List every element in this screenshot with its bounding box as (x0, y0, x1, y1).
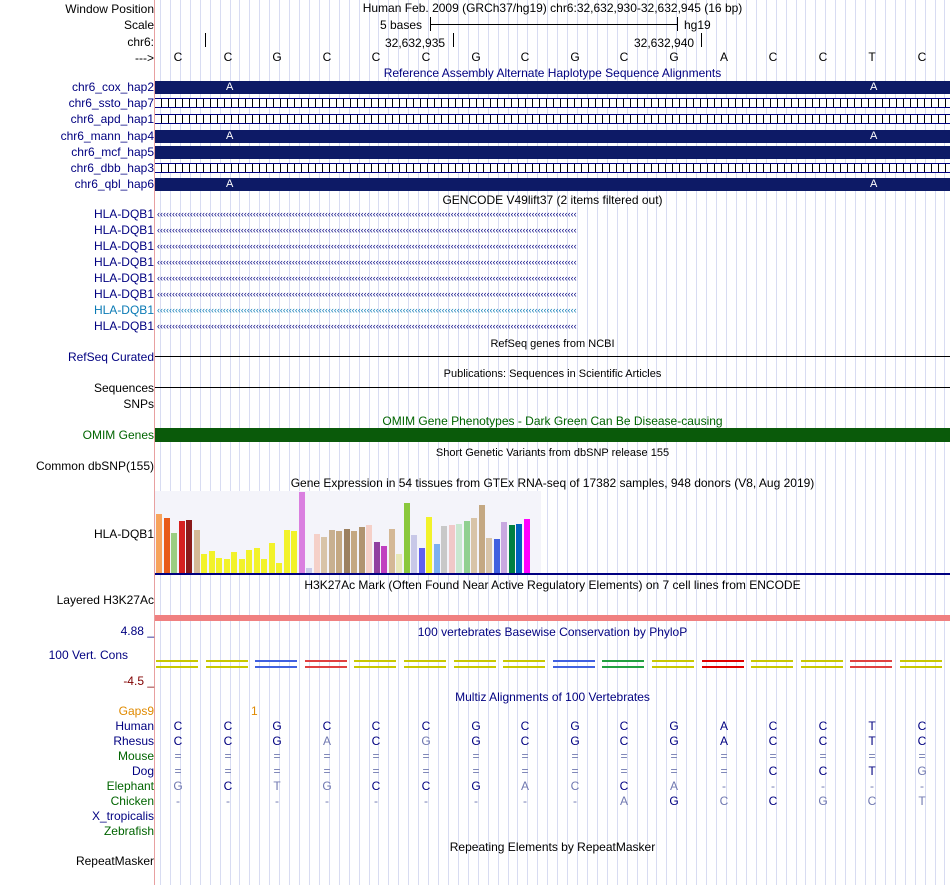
gtex-bar[interactable] (479, 505, 485, 573)
species-label[interactable]: Human (115, 719, 154, 733)
aligned-base: G (471, 779, 481, 793)
dna-base: C (818, 50, 828, 64)
gtex-bar[interactable] (426, 517, 432, 573)
conservation-logo-mark[interactable] (801, 660, 843, 668)
aligned-base: = (571, 749, 579, 763)
species-label[interactable]: X_tropicalis (91, 809, 154, 823)
hap-alignment-bar[interactable] (155, 130, 950, 143)
aligned-base: = (372, 764, 380, 778)
aligned-base: - (722, 779, 726, 793)
aligned-base: C (223, 719, 233, 733)
ruler-tick (453, 33, 454, 47)
gtex-bar[interactable] (486, 538, 492, 573)
aligned-base: = (720, 749, 728, 763)
repeatmasker-label[interactable]: RepeatMasker (75, 854, 154, 868)
aligned-base: C (818, 719, 828, 733)
gtex-bar[interactable] (411, 535, 417, 573)
gtex-bar[interactable] (404, 503, 410, 573)
gtex-bar[interactable] (464, 521, 470, 573)
pubs-feature-line[interactable] (155, 387, 950, 388)
scale-text: 5 bases (380, 18, 423, 32)
aligned-base: A (619, 794, 628, 808)
species-label[interactable]: Dog (131, 764, 154, 778)
aligned-base: G (818, 794, 828, 808)
aligned-base: C (371, 719, 381, 733)
aligned-base: = (224, 764, 232, 778)
aligned-base: A (669, 779, 678, 793)
gene-label[interactable]: HLA-DQB1 (93, 239, 154, 253)
hap-alignment-bar[interactable] (155, 146, 950, 159)
dna-base: C (619, 50, 629, 64)
aligned-base: C (867, 794, 877, 808)
gene-feature[interactable]: ‹‹‹‹‹‹‹‹‹‹‹‹‹‹‹‹‹‹‹‹‹‹‹‹‹‹‹‹‹‹‹‹‹‹‹‹‹‹‹‹‹‹‹‹‹‹‹‹‹‹‹‹‹‹‹‹‹‹‹‹‹‹‹‹‹‹‹‹‹‹‹‹‹‹‹‹‹‹‹‹‹‹‹‹‹‹‹‹‹‹‹‹‹‹‹‹‹‹‹‹‹‹‹‹‹‹‹‹‹‹‹‹‹‹‹‹‹‹‹‹‹‹‹‹‹‹‹‹‹‹‹‹‹‹‹‹‹‹‹‹ (157, 322, 577, 330)
aligned-base: G (322, 779, 332, 793)
gtex-bar[interactable] (269, 543, 275, 573)
hap-mismatch-base: A (226, 129, 234, 142)
conservation-logo-mark[interactable] (553, 660, 595, 668)
gtex-bar[interactable] (516, 524, 522, 573)
ruler-position-1: 32,632,935 (385, 36, 446, 50)
aligned-base: G (471, 734, 481, 748)
assembly-position-text: Human Feb. 2009 (GRCh37/hg19) chr6:32,632,930-32,632,945 (16 bp) (362, 1, 743, 15)
aligned-base: C (619, 734, 629, 748)
gene-label[interactable]: HLA-DQB1 (93, 271, 154, 285)
aligned-base: A (520, 779, 529, 793)
gene-label[interactable]: HLA-DQB1 (93, 287, 154, 301)
gtex-bar[interactable] (171, 533, 177, 573)
aligned-base: G (669, 719, 679, 733)
species-label[interactable]: Rhesus (113, 734, 154, 748)
aligned-base: A (719, 734, 728, 748)
aligned-base: = (174, 764, 182, 778)
gene-label[interactable]: HLA-DQB1 (93, 303, 154, 317)
gtex-bar[interactable] (351, 531, 357, 573)
scale-tick-left (430, 17, 431, 31)
aligned-base: = (224, 749, 232, 763)
gtex-bar[interactable] (449, 525, 455, 573)
hap-label[interactable]: chr6_cox_hap2 (71, 80, 154, 94)
chrom-label[interactable]: chr6: (127, 35, 154, 49)
pubs-track-title[interactable]: Publications: Sequences in Scientific Articles (443, 368, 662, 380)
aligned-base: A (719, 719, 728, 733)
gtex-bar[interactable] (396, 554, 402, 573)
dna-base: C (520, 50, 530, 64)
gtex-bar[interactable] (209, 551, 215, 573)
aligned-base: = (620, 764, 628, 778)
dna-base: G (471, 50, 481, 64)
conservation-logo-mark[interactable] (602, 660, 644, 668)
gtex-bar[interactable] (246, 550, 252, 573)
ruler-tick (701, 33, 702, 47)
hap-label[interactable]: chr6_dbb_hap3 (70, 161, 154, 175)
aligned-base: - (474, 794, 478, 808)
hap-label[interactable]: chr6_qbl_hap6 (74, 177, 154, 192)
gtex-bar[interactable] (314, 534, 320, 573)
refseq-label[interactable]: RefSeq Curated (67, 350, 154, 364)
aligned-base: T (868, 719, 876, 733)
aligned-base: - (226, 794, 230, 808)
aligned-base: C (520, 734, 530, 748)
hap-alignment-line[interactable] (155, 114, 950, 124)
gtex-bar[interactable] (524, 519, 530, 573)
hap-mismatch-base: A (870, 81, 878, 93)
omim-label[interactable]: OMIM Genes (82, 428, 154, 442)
aligned-base: C (371, 734, 381, 748)
hap-label[interactable]: chr6_ssto_hap7 (68, 96, 154, 111)
gtex-track-title[interactable]: Gene Expression in 54 tissues from GTEx RNA-seq of 17382 samples, 948 donors (V8, Aug 2019) (290, 476, 815, 490)
gene-feature[interactable]: ‹‹‹‹‹‹‹‹‹‹‹‹‹‹‹‹‹‹‹‹‹‹‹‹‹‹‹‹‹‹‹‹‹‹‹‹‹‹‹‹‹‹‹‹‹‹‹‹‹‹‹‹‹‹‹‹‹‹‹‹‹‹‹‹‹‹‹‹‹‹‹‹‹‹‹‹‹‹‹‹‹‹‹‹‹‹‹‹‹‹‹‹‹‹‹‹‹‹‹‹‹‹‹‹‹‹‹‹‹‹‹‹‹‹‹‹‹‹‹‹‹‹‹‹‹‹‹‹‹‹‹‹‹‹‹‹‹‹‹‹ (157, 290, 577, 298)
conservation-logo-mark[interactable] (503, 660, 545, 668)
gtex-bar[interactable] (381, 546, 387, 573)
aligned-base: G (669, 734, 679, 748)
scale-bar (430, 24, 677, 25)
aligned-base: C (818, 764, 828, 778)
dna-base: C (223, 50, 233, 64)
gtex-gene-label[interactable]: HLA-DQB1 (93, 527, 154, 541)
aligned-base: C (768, 764, 778, 778)
aligned-base: A (322, 734, 331, 748)
aligned-base: = (323, 749, 331, 763)
aligned-base: = (174, 749, 182, 763)
gtex-bar[interactable] (359, 527, 365, 573)
conservation-logo-mark[interactable] (850, 660, 892, 668)
gene-label[interactable]: HLA-DQB1 (93, 223, 154, 237)
omim-feature-bar[interactable] (155, 428, 950, 442)
refseq-feature-line[interactable] (155, 356, 950, 357)
aligned-base: = (918, 749, 926, 763)
hap-alignment-bar[interactable] (155, 178, 950, 191)
dna-base: C (371, 50, 381, 64)
gtex-bar[interactable] (434, 544, 440, 573)
aligned-base: G (421, 734, 431, 748)
gtex-bar[interactable] (156, 514, 162, 573)
dna-base: G (669, 50, 679, 64)
dna-base: A (719, 50, 728, 64)
aligned-base: = (868, 749, 876, 763)
conservation-logo-mark[interactable] (702, 660, 744, 668)
aligned-base: C (719, 794, 729, 808)
species-label[interactable]: Chicken (110, 794, 154, 808)
conservation-track-title[interactable]: 100 vertebrates Basewise Conservation by PhyloP (417, 625, 688, 639)
scale-tick-right (677, 17, 678, 31)
gtex-bar[interactable] (344, 529, 350, 573)
species-label[interactable]: Mouse (117, 749, 154, 763)
aligned-base: T (868, 764, 876, 778)
h3k27ac-track-title[interactable]: H3K27Ac Mark (Often Found Near Active Regulatory Elements) on 7 cell lines from ENCODE (304, 578, 801, 592)
h3k27ac-signal-bar[interactable] (155, 615, 950, 621)
gene-feature[interactable]: ‹‹‹‹‹‹‹‹‹‹‹‹‹‹‹‹‹‹‹‹‹‹‹‹‹‹‹‹‹‹‹‹‹‹‹‹‹‹‹‹‹‹‹‹‹‹‹‹‹‹‹‹‹‹‹‹‹‹‹‹‹‹‹‹‹‹‹‹‹‹‹‹‹‹‹‹‹‹‹‹‹‹‹‹‹‹‹‹‹‹‹‹‹‹‹‹‹‹‹‹‹‹‹‹‹‹‹‹‹‹‹‹‹‹‹‹‹‹‹‹‹‹‹‹‹‹‹‹‹‹‹‹‹‹‹‹‹‹‹‹ (157, 274, 577, 282)
hap-label[interactable]: chr6_apd_hap1 (70, 112, 154, 127)
gtex-bar[interactable] (494, 539, 500, 573)
window-position-label[interactable]: Window Position (65, 2, 154, 16)
gtex-bar[interactable] (329, 530, 335, 573)
aligned-base: = (670, 749, 678, 763)
aligned-base: C (173, 734, 183, 748)
aligned-base: - (325, 794, 329, 808)
aligned-base: - (920, 779, 924, 793)
conservation-logo-mark[interactable] (206, 660, 248, 668)
sequences-label[interactable]: Sequences (93, 381, 154, 395)
aligned-base: T (273, 779, 281, 793)
aligned-base: C (223, 734, 233, 748)
aligned-base: C (520, 719, 530, 733)
hap-label[interactable]: chr6_mcf_hap5 (71, 144, 154, 159)
aligned-base: C (768, 734, 778, 748)
aligned-base: C (818, 734, 828, 748)
gtex-bar[interactable] (239, 559, 245, 573)
hap-mismatch-base: A (870, 178, 878, 191)
aligned-base: T (868, 734, 876, 748)
gtex-bar[interactable] (284, 530, 290, 573)
gaps-label[interactable]: Gaps9 (118, 704, 154, 718)
conservation-min-label: -4.5 _ (123, 674, 154, 688)
aligned-base: - (573, 794, 577, 808)
ruler-tick (205, 33, 206, 47)
gene-feature[interactable]: ‹‹‹‹‹‹‹‹‹‹‹‹‹‹‹‹‹‹‹‹‹‹‹‹‹‹‹‹‹‹‹‹‹‹‹‹‹‹‹‹‹‹‹‹‹‹‹‹‹‹‹‹‹‹‹‹‹‹‹‹‹‹‹‹‹‹‹‹‹‹‹‹‹‹‹‹‹‹‹‹‹‹‹‹‹‹‹‹‹‹‹‹‹‹‹‹‹‹‹‹‹‹‹‹‹‹‹‹‹‹‹‹‹‹‹‹‹‹‹‹‹‹‹‹‹‹‹‹‹‹‹‹‹‹‹‹‹‹‹‹ (157, 258, 577, 266)
gtex-bar[interactable] (501, 522, 507, 573)
aligned-base: - (523, 794, 527, 808)
aligned-base: = (571, 764, 579, 778)
aligned-base: - (821, 779, 825, 793)
species-label[interactable]: Zebrafish (103, 824, 154, 838)
aligned-base: = (422, 764, 430, 778)
aligned-base: = (521, 749, 529, 763)
aligned-base: C (421, 719, 431, 733)
conservation-label[interactable]: 100 Vert. Cons (48, 648, 128, 662)
multiz-track-title[interactable]: Multiz Alignments of 100 Vertebrates (455, 690, 650, 704)
aligned-base: C (223, 779, 233, 793)
hap-track-title[interactable]: Reference Assembly Alternate Haplotype Sequence Alignments (383, 66, 722, 80)
aligned-base: = (819, 749, 827, 763)
aligned-base: = (323, 764, 331, 778)
h3k27ac-label[interactable]: Layered H3K27Ac (56, 593, 154, 607)
aligned-base: = (472, 749, 480, 763)
hap-label[interactable]: chr6_mann_hap4 (60, 128, 154, 143)
aligned-base: = (273, 764, 281, 778)
conservation-max-label: 4.88 _ (120, 624, 154, 638)
aligned-base: C (371, 779, 381, 793)
aligned-base: = (372, 749, 380, 763)
aligned-base: C (619, 779, 629, 793)
conservation-logo-mark[interactable] (652, 660, 694, 668)
conservation-logo-mark[interactable] (900, 660, 942, 668)
aligned-base: - (424, 794, 428, 808)
gtex-bar[interactable] (456, 524, 462, 573)
aligned-base: - (176, 794, 180, 808)
hap-alignment-line[interactable] (155, 163, 950, 173)
gene-feature[interactable]: ‹‹‹‹‹‹‹‹‹‹‹‹‹‹‹‹‹‹‹‹‹‹‹‹‹‹‹‹‹‹‹‹‹‹‹‹‹‹‹‹‹‹‹‹‹‹‹‹‹‹‹‹‹‹‹‹‹‹‹‹‹‹‹‹‹‹‹‹‹‹‹‹‹‹‹‹‹‹‹‹‹‹‹‹‹‹‹‹‹‹‹‹‹‹‹‹‹‹‹‹‹‹‹‹‹‹‹‹‹‹‹‹‹‹‹‹‹‹‹‹‹‹‹‹‹‹‹‹‹‹‹‹‹‹‹‹‹‹‹‹ (157, 210, 577, 218)
gtex-bar[interactable] (216, 558, 222, 573)
conservation-logo-mark[interactable] (156, 660, 198, 668)
gtex-bar[interactable] (179, 521, 185, 573)
dna-base: C (917, 50, 927, 64)
gene-label[interactable]: HLA-DQB1 (93, 255, 154, 269)
aligned-base: G (669, 794, 679, 808)
repeatmasker-track-title[interactable]: Repeating Elements by RepeatMasker (449, 840, 656, 854)
dbsnp-label[interactable]: Common dbSNP(155) (35, 459, 154, 473)
aligned-base: - (870, 779, 874, 793)
gtex-bar[interactable] (224, 559, 230, 573)
gtex-bar[interactable] (164, 518, 170, 573)
aligned-base: G (173, 779, 183, 793)
ruler-position-2: 32,632,940 (634, 36, 695, 50)
aligned-base: = (521, 764, 529, 778)
gtex-baseline (155, 573, 950, 575)
dbsnp-track-title[interactable]: Short Genetic Variants from dbSNP release 155 (435, 447, 670, 459)
dna-base: C (173, 50, 183, 64)
aligned-base: G (917, 764, 927, 778)
aligned-base: = (670, 764, 678, 778)
gene-feature[interactable]: ‹‹‹‹‹‹‹‹‹‹‹‹‹‹‹‹‹‹‹‹‹‹‹‹‹‹‹‹‹‹‹‹‹‹‹‹‹‹‹‹‹‹‹‹‹‹‹‹‹‹‹‹‹‹‹‹‹‹‹‹‹‹‹‹‹‹‹‹‹‹‹‹‹‹‹‹‹‹‹‹‹‹‹‹‹‹‹‹‹‹‹‹‹‹‹‹‹‹‹‹‹‹‹‹‹‹‹‹‹‹‹‹‹‹‹‹‹‹‹‹‹‹‹‹‹‹‹‹‹‹‹‹‹‹‹‹‹‹‹‹ (157, 306, 577, 314)
dna-base: T (868, 50, 876, 64)
db-text: hg19 (684, 18, 711, 32)
aligned-base: C (322, 719, 332, 733)
gtex-bar[interactable] (389, 529, 395, 573)
omim-track-title[interactable]: OMIM Gene Phenotypes - Dark Green Can Be Disease-causing (382, 414, 723, 428)
gtex-bar[interactable] (291, 531, 297, 573)
refseq-track-title[interactable]: RefSeq genes from NCBI (490, 338, 615, 350)
gtex-bar[interactable] (471, 518, 477, 573)
hap-mismatch-base: A (226, 178, 234, 191)
gene-feature[interactable]: ‹‹‹‹‹‹‹‹‹‹‹‹‹‹‹‹‹‹‹‹‹‹‹‹‹‹‹‹‹‹‹‹‹‹‹‹‹‹‹‹‹‹‹‹‹‹‹‹‹‹‹‹‹‹‹‹‹‹‹‹‹‹‹‹‹‹‹‹‹‹‹‹‹‹‹‹‹‹‹‹‹‹‹‹‹‹‹‹‹‹‹‹‹‹‹‹‹‹‹‹‹‹‹‹‹‹‹‹‹‹‹‹‹‹‹‹‹‹‹‹‹‹‹‹‹‹‹‹‹‹‹‹‹‹‹‹‹‹‹‹ (157, 242, 577, 250)
aligned-base: G (272, 719, 282, 733)
dna-base: C (322, 50, 332, 64)
scale-label[interactable]: Scale (123, 18, 154, 32)
conservation-logo-mark[interactable] (255, 660, 297, 668)
aligned-base: C (421, 779, 431, 793)
aligned-base: = (273, 749, 281, 763)
gene-label[interactable]: HLA-DQB1 (93, 207, 154, 221)
strand-arrow-label[interactable]: ---> (135, 51, 154, 65)
conservation-logo-mark[interactable] (354, 660, 396, 668)
gtex-bar[interactable] (276, 563, 282, 573)
aligned-base: C (768, 794, 778, 808)
gtex-bar[interactable] (231, 552, 237, 573)
aligned-base: = (620, 749, 628, 763)
gene-label[interactable]: HLA-DQB1 (93, 319, 154, 333)
hap-mismatch-base: A (226, 81, 234, 93)
gtex-bar[interactable] (374, 542, 380, 573)
gtex-bar[interactable] (441, 526, 447, 573)
gene-feature[interactable]: ‹‹‹‹‹‹‹‹‹‹‹‹‹‹‹‹‹‹‹‹‹‹‹‹‹‹‹‹‹‹‹‹‹‹‹‹‹‹‹‹‹‹‹‹‹‹‹‹‹‹‹‹‹‹‹‹‹‹‹‹‹‹‹‹‹‹‹‹‹‹‹‹‹‹‹‹‹‹‹‹‹‹‹‹‹‹‹‹‹‹‹‹‹‹‹‹‹‹‹‹‹‹‹‹‹‹‹‹‹‹‹‹‹‹‹‹‹‹‹‹‹‹‹‹‹‹‹‹‹‹‹‹‹‹‹‹‹‹‹‹ (157, 226, 577, 234)
dna-base: C (421, 50, 431, 64)
aligned-base: = (472, 764, 480, 778)
gtex-bar[interactable] (336, 531, 342, 573)
dna-base: C (768, 50, 778, 64)
aligned-base: C (570, 779, 580, 793)
conservation-logo-mark[interactable] (454, 660, 496, 668)
gtex-bar[interactable] (509, 525, 515, 573)
gtex-bar[interactable] (261, 559, 267, 573)
species-label[interactable]: Elephant (106, 779, 154, 793)
dna-base: G (570, 50, 580, 64)
conservation-logo-mark[interactable] (751, 660, 793, 668)
aligned-base: - (275, 794, 279, 808)
aligned-base: G (570, 719, 580, 733)
gencode-track-title[interactable]: GENCODE V49lift37 (2 items filtered out) (442, 193, 663, 207)
aligned-base: = (720, 764, 728, 778)
gtex-bar[interactable] (299, 492, 305, 573)
hap-alignment-line[interactable] (155, 98, 950, 108)
dna-base: G (272, 50, 282, 64)
gaps-value: 1 (251, 704, 258, 718)
aligned-base: - (771, 779, 775, 793)
aligned-base: C (173, 719, 183, 733)
aligned-base: C (917, 734, 927, 748)
gtex-bar[interactable] (321, 537, 327, 573)
aligned-base: C (619, 719, 629, 733)
gtex-bar[interactable] (254, 548, 260, 573)
aligned-base: G (471, 719, 481, 733)
snps-label[interactable]: SNPs (123, 397, 154, 411)
aligned-base: C (917, 719, 927, 733)
conservation-logo-mark[interactable] (305, 660, 347, 668)
aligned-base: T (918, 794, 926, 808)
aligned-base: C (768, 719, 778, 733)
gtex-bar[interactable] (201, 554, 207, 573)
gtex-bar[interactable] (366, 525, 372, 573)
aligned-base: = (769, 749, 777, 763)
aligned-base: - (374, 794, 378, 808)
gtex-bar[interactable] (419, 548, 425, 573)
aligned-base: = (422, 749, 430, 763)
aligned-base: G (272, 734, 282, 748)
gtex-bar[interactable] (194, 530, 200, 573)
conservation-logo-mark[interactable] (404, 660, 446, 668)
hap-mismatch-base: A (870, 129, 878, 142)
gtex-bar[interactable] (186, 520, 192, 573)
hap-alignment-bar[interactable] (155, 81, 950, 94)
aligned-base: G (570, 734, 580, 748)
